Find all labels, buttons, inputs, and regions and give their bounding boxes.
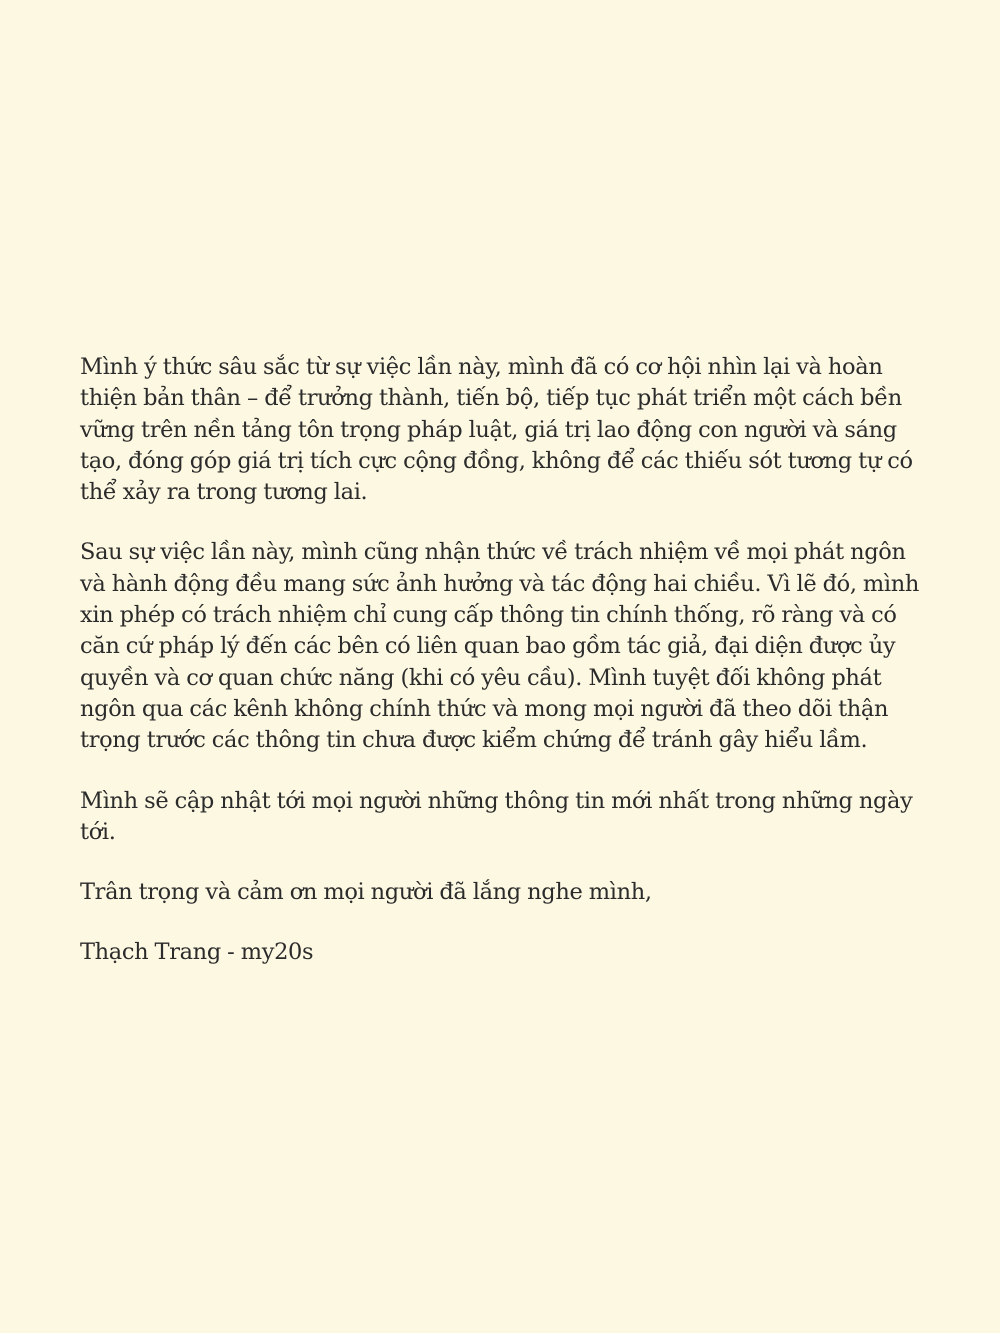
paragraph-reflection: [80, 352, 940, 508]
signature: Thạch Trang - my20s: [80, 939, 314, 966]
closing-line: Trân trọng và cảm ơn mọi người đã lắng nghe mình,: [80, 879, 652, 906]
paragraph-line: ngôn qua các kênh không chính thức và mong mọi người đã theo dõi thận: [80, 695, 889, 722]
paragraph-line: trọng trước các thông tin chưa được kiểm chứng để tránh gây hiểu lầm.: [80, 727, 868, 754]
paragraph-line: xin phép có trách nhiệm chỉ cung cấp thông tin chính thống, rõ ràng và có: [80, 602, 897, 629]
paragraph-line: Mình sẽ cập nhật tới mọi người những thông tin mới nhất trong những ngày: [80, 787, 913, 814]
paragraph-line: Mình ý thức sâu sắc từ sự việc lần này, mình đã có cơ hội nhìn lại và hoàn: [80, 354, 883, 380]
paragraph-line: vững trên nền tảng tôn trọng pháp luật, giá trị lao động con người và sáng: [80, 416, 897, 443]
paragraph-line: và hành động đều mang sức ảnh hưởng và tác động hai chiều. Vì lẽ đó, mình: [80, 570, 920, 597]
paragraph-line: tạo, đóng góp giá trị tích cực cộng đồng, không để các thiếu sót tương tự có: [80, 447, 913, 474]
paragraph-line: thể xảy ra trong tương lai.: [80, 479, 368, 506]
paragraph-line: quyền và cơ quan chức năng (khi có yêu cầu). Mình tuyệt đối không phát: [80, 664, 882, 691]
paragraph-line: thiện bản thân – để trưởng thành, tiến bộ, tiếp tục phát triển một cách bền: [80, 385, 902, 412]
paragraph-updates: [80, 786, 940, 849]
paragraph-responsibility: [80, 537, 940, 756]
letter-body: [80, 352, 940, 969]
paragraph-line: căn cứ pháp lý đến các bên có liên quan bao gồm tác giả, đại diện được ủy: [80, 633, 896, 660]
paragraph-line: tới.: [80, 818, 116, 845]
paragraph-line: Sau sự việc lần này, mình cũng nhận thức về trách nhiệm về mọi phát ngôn: [80, 539, 906, 566]
